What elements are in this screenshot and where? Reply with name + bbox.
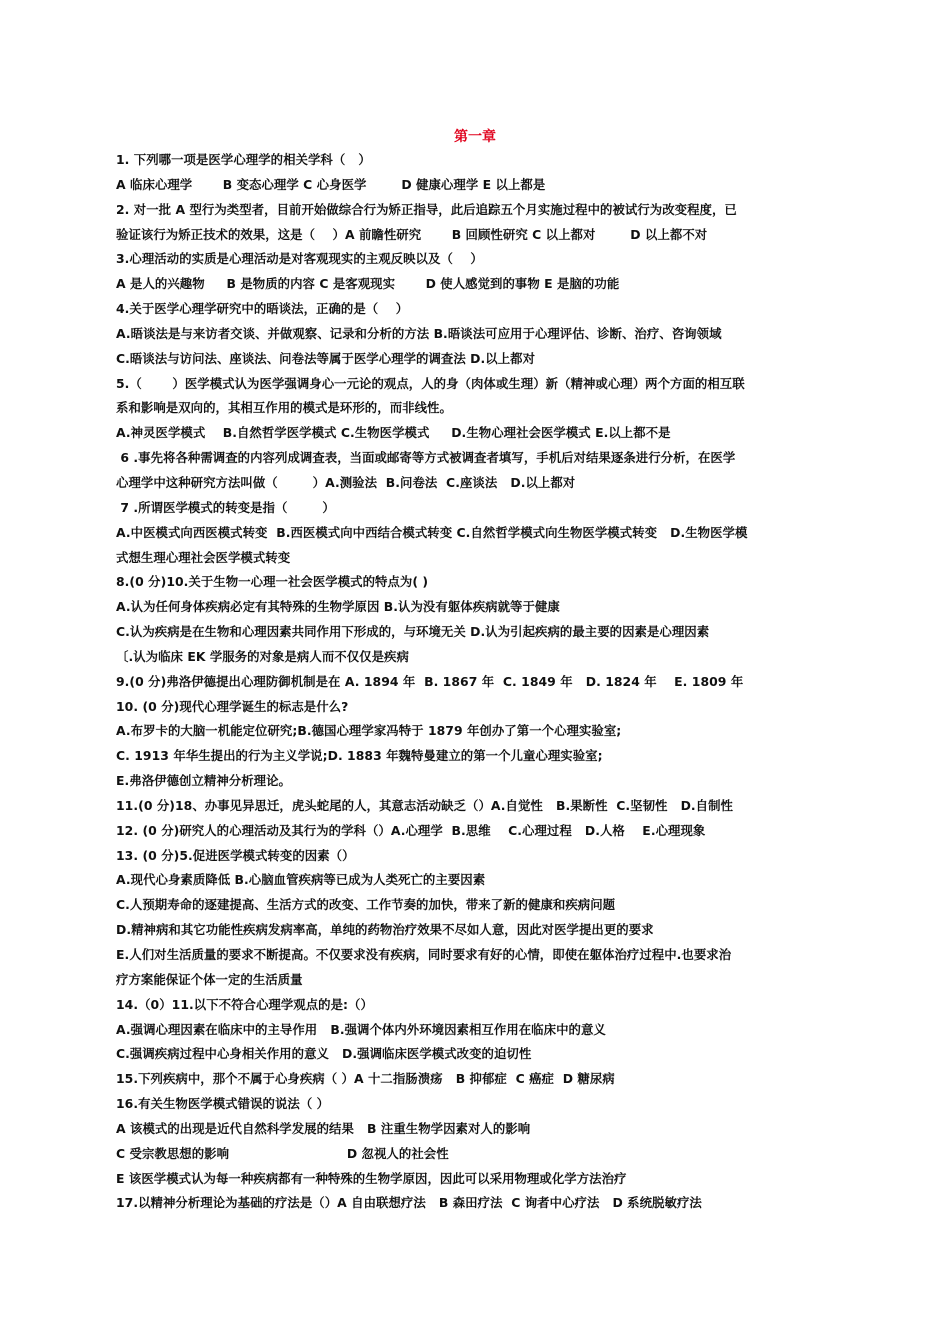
text-line: A 该模式的出现是近代自然科学发展的结果 B 注重生物学因素对人的影响 (116, 1120, 531, 1136)
text-line: A 临床心理学 B 变态心理学 C 心身医学 D 健康心理学 E 以上都是 (116, 176, 546, 192)
text-line: 1. 下列哪一项是医学心理学的相关学科（ ） (116, 152, 371, 167)
question-list (116, 148, 838, 1216)
text-line: E.人们对生活质量的要求不断提高。不仅要求没有疾病，同时要求有好的心情，即使在躯体治疗过程中.也要求治 (116, 947, 732, 962)
text-line: C.强调疾病过程中心身相关作用的意义 D.强调临床医学模式改变的迫切性 (116, 1046, 532, 1062)
text-line: C. 1913 年华生提出的行为主义学说;D. 1883 年魏特曼建立的第一个儿童心理实验室; (116, 748, 603, 764)
text-line: 6 .事先将各种需调查的内容列成调查表，当面或邮寄等方式被调查者填写，手机后对结果逐条进行分析，在医学 (116, 450, 736, 466)
text-line: 8.(0 分)10.关于生物一心理一社会医学模式的特点为( ) (116, 574, 429, 590)
text-line: A.神灵医学模式 B.自然哲学医学模式 C.生物医学模式 D.生物心理社会医学模式 E.以上都不是 (116, 425, 671, 441)
text-line: A 是人的兴趣物 B 是物质的内容 C 是客观现实 D 使人感觉到的事物 E 是脑的功能 (116, 276, 620, 292)
text-line: C.认为疾病是在生物和心理因素共同作用下形成的，与环境无关 D.认为引起疾病的最主要的因素是心理因素 (116, 624, 710, 640)
chapter-title: 第一章 (454, 129, 496, 145)
text-line: 式想生理心理社会医学模式转变 (116, 549, 291, 565)
text-line: A.中医模式向西医模式转变 B.西医模式向中西结合模式转变 C.自然哲学模式向生物医学模式转变 D.生物医学模 (116, 524, 748, 540)
text-line: 系和影响是双向的，其相互作用的模式是环形的，而非线性。 (116, 400, 452, 416)
text-line: 3.心理活动的实质是心理活动是对客观现实的主观反映以及（ ） (116, 251, 483, 267)
text-line: A.晤谈法是与来访者交谈、并做观察、记录和分析的方法 B.晤谈法可应用于心理评估、诊断、治疗、咨询领域 (116, 325, 722, 341)
text-line: 4.关于医学心理学研究中的晤谈法，正确的是（ ） (116, 301, 409, 317)
text-line: 5.（ ）医学模式认为医学强调身心一元论的观点，人的身（肉体或生理）新（精神或心理）两个方面的相互联 (116, 375, 745, 391)
text-line: 疗方案能保证个体一定的生活质量 (116, 971, 303, 987)
text-line: D.精神病和其它功能性疾病发病率高，单纯的药物治疗效果不尽如人意，因此对医学提出更的要求 (116, 922, 654, 938)
text-line: 16.有关生物医学模式错误的说法（ ） (116, 1096, 330, 1112)
text-line: A.布罗卡的大脑一机能定位研究;B.德国心理学家冯特于 1879 年创办了第一个心理实验室; (116, 723, 622, 739)
text-line: C.人预期寿命的逐建提高、生活方式的改变、工作节奏的加快，带来了新的健康和疾病问题 (116, 897, 616, 913)
text-line: A.认为任何身体疾病必定有其特殊的生物学原因 B.认为没有躯体疾病就等于健康 (116, 599, 560, 615)
text-line: A.强调心理因素在临床中的主导作用 B.强调个体内外环境因素相互作用在临床中的意义 (116, 1021, 606, 1037)
text-line: 10. (0 分)现代心理学诞生的标志是什么? (116, 698, 349, 714)
text-line: 13. (0 分)5.促进医学模式转变的因素（） (116, 847, 355, 863)
text-line: 2. 对一批 A 型行为类型者，目前开始做综合行为矫正指导，此后追踪五个月实施过程中的被试行为改变程度，已 (116, 201, 737, 217)
text-line: C.晤谈法与访问法、座谈法、问卷法等属于医学心理学的调查法 D.以上都对 (116, 350, 536, 366)
text-line: 12. (0 分)研究人的心理活动及其行为的学科（）A.心理学 B.思维 C.心理过程 D.人格 E.心理现象 (116, 822, 706, 838)
text-line: 7 .所谓医学模式的转变是指（ ） (116, 499, 335, 515)
text-line: 〔.认为临床 EK 学服务的对象是病人而不仅仅是疾病 (116, 648, 409, 664)
text-line: 验证该行为矫正技术的效果，这是（ ）A 前瞻性研究 B 回顾性研究 C 以上都对 D 以上都不对 (116, 226, 708, 242)
text-line: 心理学中这种研究方法叫做（ ）A.测验法 B.问卷法 C.座谈法 D.以上都对 (116, 474, 576, 490)
text-line: 17.以精神分析理论为基础的疗法是（）A 自由联想疗法 B 森田疗法 C 询者中心疗法 D 系统脱敏疗法 (116, 1195, 702, 1211)
text-line: 11.(0 分)18、办事见异思迁，虎头蛇尾的人，其意志活动缺乏（）A.自觉性 B.果断性 C.坚韧性 D.自制性 (116, 797, 733, 813)
text-line: 15.下列疾病中，那个不属于心身疾病（ ）A 十二指肠溃疡 B 抑郁症 C 癌症 D 糖尿病 (116, 1071, 615, 1087)
text-line: C 受宗教思想的影响 D 忽视人的社会性 (116, 1145, 449, 1161)
text-line: 9.(0 分)弗洛伊德提出心理防御机制是在 A. 1894 年 B. 1867 年 C. 1849 年 D. 1824 年 E. 1809 年 (116, 673, 744, 689)
text-line: 14.（0）11.以下不符合心理学观点的是:（） (116, 996, 373, 1012)
text-line: E 该医学模式认为每一种疾病都有一种特殊的生物学原因，因此可以采用物理或化学方法治疗 (116, 1170, 627, 1186)
text-line: A.现代心身素质降低 B.心脑血管疾病等已成为人类死亡的主要因素 (116, 872, 486, 888)
text-line: E.弗洛伊德创立精神分析理论。 (116, 773, 291, 789)
